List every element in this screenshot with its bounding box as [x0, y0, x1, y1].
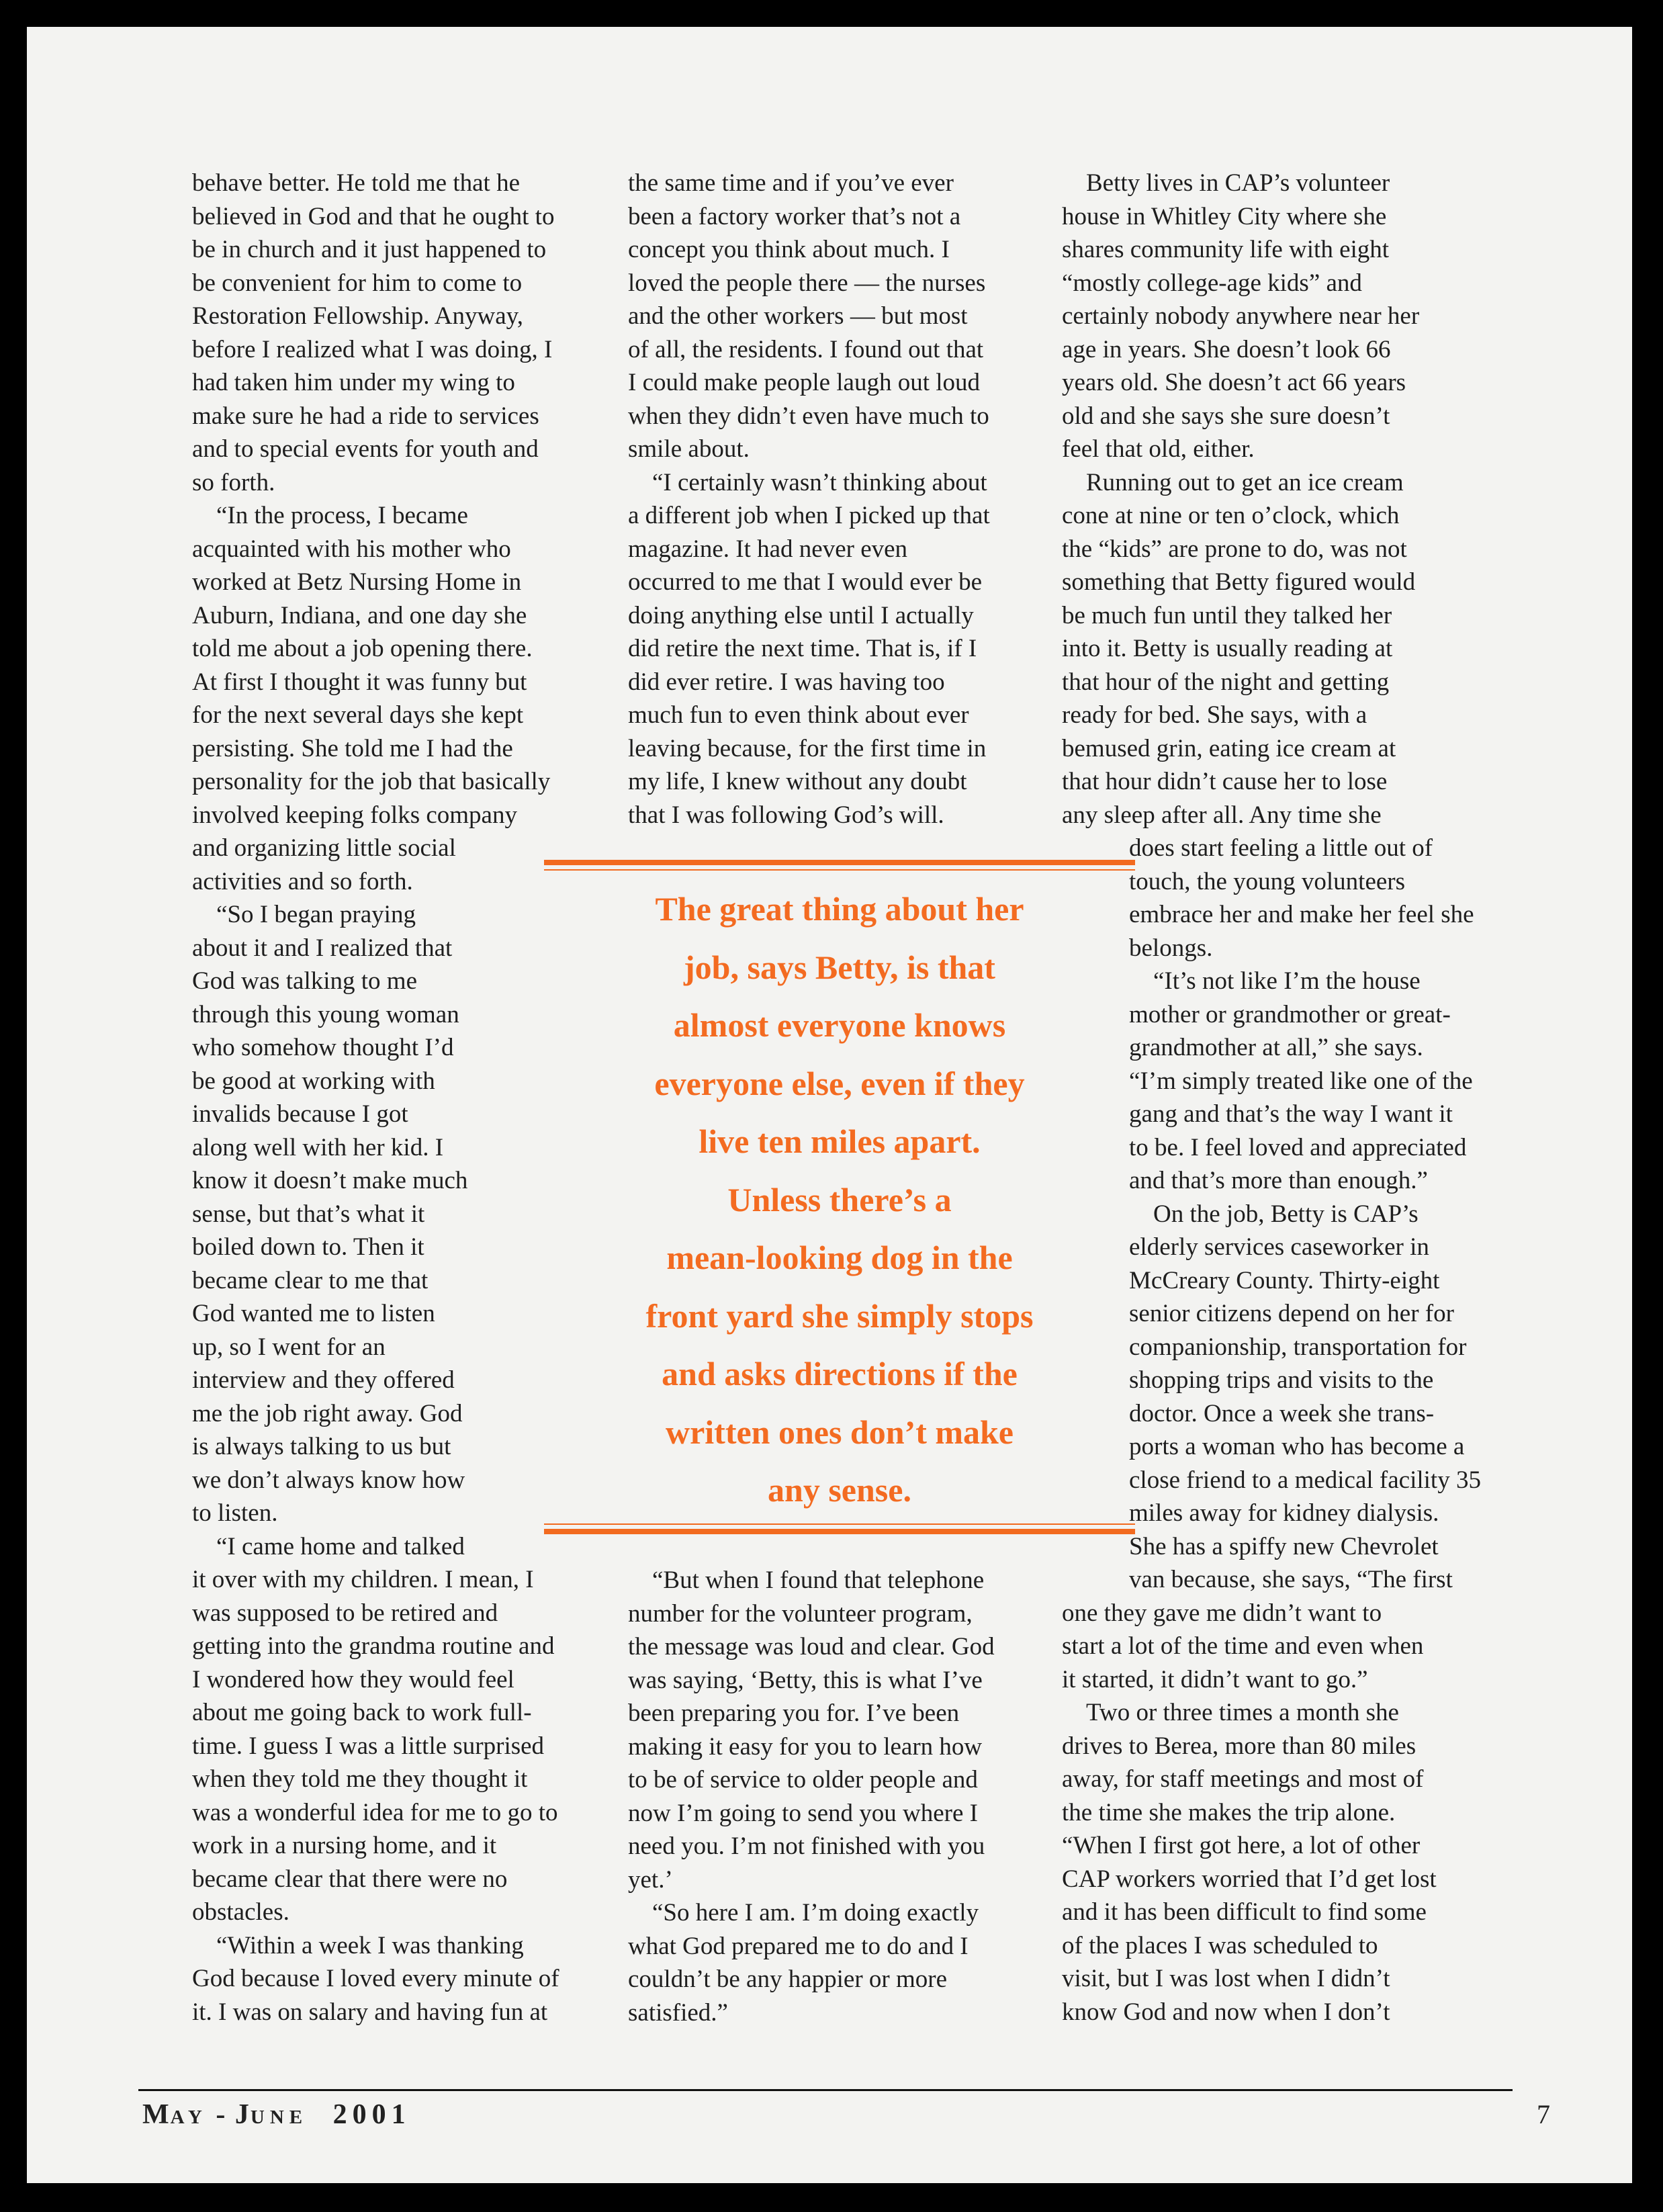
text-line: been preparing you for. I’ve been: [628, 1699, 960, 1727]
text-line: about me going back to work full-: [192, 1699, 532, 1726]
text-line: embrace her and make her feel she: [1129, 901, 1474, 928]
text-line: God was talking to me: [192, 967, 418, 995]
text-line: to listen.: [192, 1499, 278, 1527]
column-3: [1062, 167, 1519, 2029]
text-line: now I’m going to send you where I: [628, 1799, 978, 1827]
text-line: believed in God and that he ought to: [192, 202, 555, 230]
text-line: shopping trips and visits to the: [1129, 1366, 1434, 1394]
text-line: when they didn’t even have much to: [628, 402, 989, 430]
text-line: did ever retire. I was having too: [628, 668, 945, 696]
paragraph: [192, 1929, 642, 2029]
text-line: “So I began praying: [216, 901, 416, 928]
column-2-bottom: [628, 1564, 1071, 2029]
pull-quote-line: and asks directions if the: [662, 1355, 1018, 1392]
text-line: a different job when I picked up that: [628, 502, 990, 529]
text-line: van because, she says, “The first: [1129, 1566, 1453, 1593]
text-line: CAP workers worried that I’d get lost: [1062, 1865, 1437, 1893]
text-line: was a wonderful idea for me to go to: [192, 1798, 558, 1826]
paragraph: [1062, 1696, 1519, 2029]
paragraph: [628, 1564, 1071, 1896]
text-line: that hour didn’t cause her to lose: [1062, 768, 1388, 795]
pull-quote-line: any sense.: [768, 1471, 911, 1509]
pull-quote-line: almost everyone knows: [673, 1006, 1006, 1044]
text-line: that I was following God’s will.: [628, 801, 944, 829]
text-line: is always talking to us but: [192, 1433, 451, 1460]
text-line: senior citizens depend on her for: [1129, 1300, 1454, 1327]
footer-separator: -: [216, 2099, 227, 2130]
text-line: close friend to a medical facility 35: [1129, 1466, 1481, 1494]
text-line: much fun to even think about ever: [628, 701, 969, 729]
text-line: gang and that’s the way I want it: [1129, 1100, 1453, 1128]
text-line: age in years. She doesn’t look 66: [1062, 335, 1391, 363]
text-line: to be. I feel loved and appreciated: [1129, 1133, 1467, 1161]
text-line: obstacles.: [192, 1898, 289, 1926]
text-line: became clear to me that: [192, 1266, 429, 1294]
text-line: the time she makes the trip alone.: [1062, 1798, 1396, 1826]
text-line: what God prepared me to do and I: [628, 1932, 969, 1960]
paragraph: [192, 167, 642, 499]
text-line: did retire the next time. That is, if I: [628, 635, 977, 662]
text-line: Two or three times a month she: [1086, 1699, 1399, 1726]
text-line: occurred to me that I would ever be: [628, 568, 983, 596]
text-line: became clear that there were no: [192, 1865, 508, 1893]
text-line: had taken him under my wing to: [192, 369, 515, 396]
text-line: the “kids” are prone to do, was not: [1062, 535, 1407, 563]
text-line: elderly services caseworker in: [1129, 1233, 1429, 1261]
text-line: companionship, transportation for: [1129, 1333, 1467, 1361]
paragraph: [628, 1896, 1071, 2029]
text-line: of all, the residents. I found out that: [628, 335, 984, 363]
text-line: make sure he had a ride to services: [192, 402, 539, 430]
text-line: doctor. Once a week she trans-: [1129, 1399, 1435, 1427]
text-line: getting into the grandma routine and: [192, 1632, 555, 1660]
magazine-page: [27, 27, 1632, 2183]
footer-month2-rest: UNE: [250, 2107, 308, 2128]
footer-month1-rest: AY: [170, 2107, 208, 2128]
text-line: of the places I was scheduled to: [1062, 1931, 1378, 1959]
text-line: miles away for kidney dialysis.: [1129, 1499, 1439, 1527]
text-line: it over with my children. I mean, I: [192, 1566, 534, 1593]
text-line: be much fun until they talked her: [1062, 601, 1392, 629]
text-line: that hour of the night and getting: [1062, 668, 1390, 696]
footer-rule: [138, 2089, 1513, 2091]
text-line: grandmother at all,” she says.: [1129, 1034, 1423, 1061]
text-line: smile about.: [628, 435, 750, 463]
text-line: be convenient for him to come to: [192, 269, 523, 297]
text-line: McCreary County. Thirty-eight: [1129, 1266, 1440, 1294]
text-line: couldn’t be any happier or more: [628, 1965, 948, 1993]
text-line: “But when I found that telephone: [652, 1566, 985, 1594]
text-line: interview and they offered: [192, 1366, 455, 1394]
text-line: be good at working with: [192, 1067, 435, 1095]
text-line: work in a nursing home, and it: [192, 1832, 497, 1859]
text-line: worked at Betz Nursing Home in: [192, 568, 522, 596]
text-line: so forth.: [192, 468, 275, 496]
text-line: “It’s not like I’m the house: [1153, 967, 1421, 995]
pull-quote-line: The great thing about her: [655, 890, 1024, 928]
text-line: concept you think about much. I: [628, 236, 950, 263]
pull-quote-line: mean-looking dog in the: [666, 1239, 1013, 1276]
text-line: into it. Betty is usually reading at: [1062, 635, 1393, 662]
text-line: ports a woman who has become a: [1129, 1433, 1465, 1460]
page-number: 7: [1537, 2099, 1550, 2129]
paragraph: [1062, 167, 1519, 466]
text-line: number for the volunteer program,: [628, 1599, 973, 1628]
text-line: about it and I realized that: [192, 934, 453, 962]
text-line: “I certainly wasn’t thinking about: [652, 468, 987, 496]
pull-quote-text: [544, 872, 1135, 1523]
text-line: and that’s more than enough.”: [1129, 1167, 1428, 1194]
paragraph: [1062, 1198, 1519, 1697]
text-line: bemused grin, eating ice cream at: [1062, 734, 1396, 762]
text-line: mother or grandmother or great-: [1129, 1000, 1451, 1028]
pull-quote-line: job, says Betty, is that: [684, 948, 995, 986]
text-line: “I came home and talked: [216, 1532, 465, 1560]
pull-quote-line: Unless there’s a: [727, 1180, 952, 1219]
text-line: ready for bed. She says, with a: [1062, 701, 1367, 729]
pull-quote: [544, 860, 1135, 1536]
text-line: On the job, Betty is CAP’s: [1153, 1200, 1419, 1228]
text-line: touch, the young volunteers: [1129, 867, 1406, 895]
pull-quote-line: live ten miles apart.: [699, 1122, 981, 1160]
text-line: loved the people there — the nurses: [628, 269, 986, 297]
paragraph: [1062, 466, 1519, 965]
text-line: know God and now when I don’t: [1062, 1998, 1390, 2026]
text-line: I wondered how they would feel: [192, 1665, 514, 1693]
paragraph: [628, 167, 1071, 466]
text-line: any sleep after all. Any time she: [1062, 801, 1382, 829]
text-line: away, for staff meetings and most of: [1062, 1765, 1424, 1793]
footer-year: 2001: [332, 2099, 411, 2130]
text-line: be in church and it just happened to: [192, 236, 547, 263]
pull-quote-bottom-rule: [544, 1523, 1135, 1536]
text-line: know it doesn’t make much: [192, 1167, 468, 1194]
text-line: before I realized what I was doing, I: [192, 335, 553, 363]
text-line: up, so I went for an: [192, 1333, 386, 1361]
text-line: me the job right away. God: [192, 1399, 463, 1427]
text-line: persisting. She told me I had the: [192, 734, 513, 762]
text-line: need you. I’m not finished with you: [628, 1832, 985, 1860]
text-line: “When I first got here, a lot of other: [1062, 1832, 1421, 1859]
text-line: something that Betty figured would: [1062, 568, 1416, 596]
text-line: through this young woman: [192, 1000, 459, 1028]
footer-month1-initial: M: [142, 2099, 171, 2130]
text-line: years old. She doesn’t act 66 years: [1062, 369, 1406, 396]
text-line: leaving because, for the first time in: [628, 734, 987, 762]
text-line: old and she says she sure doesn’t: [1062, 402, 1390, 430]
footer-month2-initial: J: [234, 2099, 251, 2130]
pull-quote-top-rule: [544, 860, 1135, 872]
text-line: we don’t always know how: [192, 1466, 465, 1494]
text-line: start a lot of the time and even when: [1062, 1632, 1424, 1660]
pull-quote-line: written ones don’t make: [665, 1413, 1014, 1451]
text-line: Auburn, Indiana, and one day she: [192, 601, 527, 629]
text-line: it. I was on salary and having fun at: [192, 1998, 548, 2026]
text-line: does start feeling a little out of: [1129, 834, 1433, 862]
pull-quote-line: everyone else, even if they: [654, 1064, 1025, 1102]
paragraph: [192, 499, 642, 898]
text-line: and the other workers — but most: [628, 302, 968, 330]
text-line: told me about a job opening there.: [192, 635, 533, 662]
text-line: acquainted with his mother who: [192, 535, 511, 563]
text-line: Betty lives in CAP’s volunteer: [1086, 169, 1390, 197]
text-line: feel that old, either.: [1062, 435, 1255, 463]
text-line: belongs.: [1129, 934, 1213, 962]
text-line: “I’m simply treated like one of the: [1129, 1067, 1473, 1095]
text-line: “In the process, I became: [216, 502, 468, 529]
text-line: along well with her kid. I: [192, 1133, 444, 1161]
column-2-top: [628, 167, 1071, 832]
text-line: it started, it didn’t want to go.”: [1062, 1665, 1368, 1693]
paragraph: [192, 1530, 642, 1929]
text-line: Running out to get an ice cream: [1086, 468, 1404, 496]
text-line: sense, but that’s what it: [192, 1200, 425, 1228]
text-line: and to special events for youth and: [192, 435, 539, 463]
text-line: making it easy for you to learn how: [628, 1732, 983, 1761]
text-line: activities and so forth.: [192, 867, 413, 895]
text-line: boiled down to. Then it: [192, 1233, 424, 1261]
text-line: cone at nine or ten o’clock, which: [1062, 502, 1400, 529]
text-line: satisfied.”: [628, 1998, 728, 2027]
text-line: invalids because I got: [192, 1100, 408, 1128]
text-line: was saying, ‘Betty, this is what I’ve: [628, 1666, 983, 1694]
text-line: been a factory worker that’s not a: [628, 202, 961, 230]
text-line: and organizing little social: [192, 834, 456, 862]
text-line: At first I thought it was funny but: [192, 668, 527, 696]
text-line: personality for the job that basically: [192, 768, 551, 795]
text-line: doing anything else until I actually: [628, 601, 974, 629]
text-line: She has a spiffy new Chevrolet: [1129, 1532, 1439, 1560]
text-line: who somehow thought I’d: [192, 1034, 454, 1061]
text-line: my life, I knew without any doubt: [628, 768, 967, 795]
text-line: the same time and if you’ve ever: [628, 169, 954, 197]
text-line: and it has been difficult to find some: [1062, 1898, 1427, 1926]
text-line: house in Whitley City where she: [1062, 202, 1387, 230]
text-line: the message was loud and clear. God: [628, 1633, 995, 1661]
text-line: magazine. It had never even: [628, 535, 908, 563]
text-line: was supposed to be retired and: [192, 1599, 498, 1627]
text-line: drives to Berea, more than 80 miles: [1062, 1732, 1417, 1760]
paragraph: [1062, 965, 1519, 1198]
text-line: “Within a week I was thanking: [216, 1931, 524, 1959]
text-line: God because I loved every minute of: [192, 1965, 559, 1992]
text-line: shares community life with eight: [1062, 236, 1390, 263]
text-line: I could make people laugh out loud: [628, 369, 981, 396]
text-line: involved keeping folks company: [192, 801, 517, 829]
text-line: behave better. He told me that he: [192, 169, 521, 197]
text-line: for the next several days she kept: [192, 701, 524, 729]
pull-quote-line: front yard she simply stops: [645, 1296, 1034, 1335]
text-line: God wanted me to listen: [192, 1300, 435, 1327]
footer-issue-date: [142, 2098, 411, 2131]
paragraph: [628, 466, 1071, 832]
text-line: time. I guess I was a little surprised: [192, 1732, 545, 1760]
text-line: yet.’: [628, 1865, 673, 1894]
text-line: to be of service to older people and: [628, 1766, 978, 1794]
text-line: visit, but I was lost when I didn’t: [1062, 1965, 1390, 1992]
text-line: Restoration Fellowship. Anyway,: [192, 302, 523, 330]
text-line: one they gave me didn’t want to: [1062, 1599, 1382, 1627]
text-line: certainly nobody anywhere near her: [1062, 302, 1420, 330]
text-line: “So here I am. I’m doing exactly: [652, 1899, 979, 1927]
text-line: “mostly college-age kids” and: [1062, 269, 1362, 297]
text-line: when they told me they thought it: [192, 1765, 528, 1793]
